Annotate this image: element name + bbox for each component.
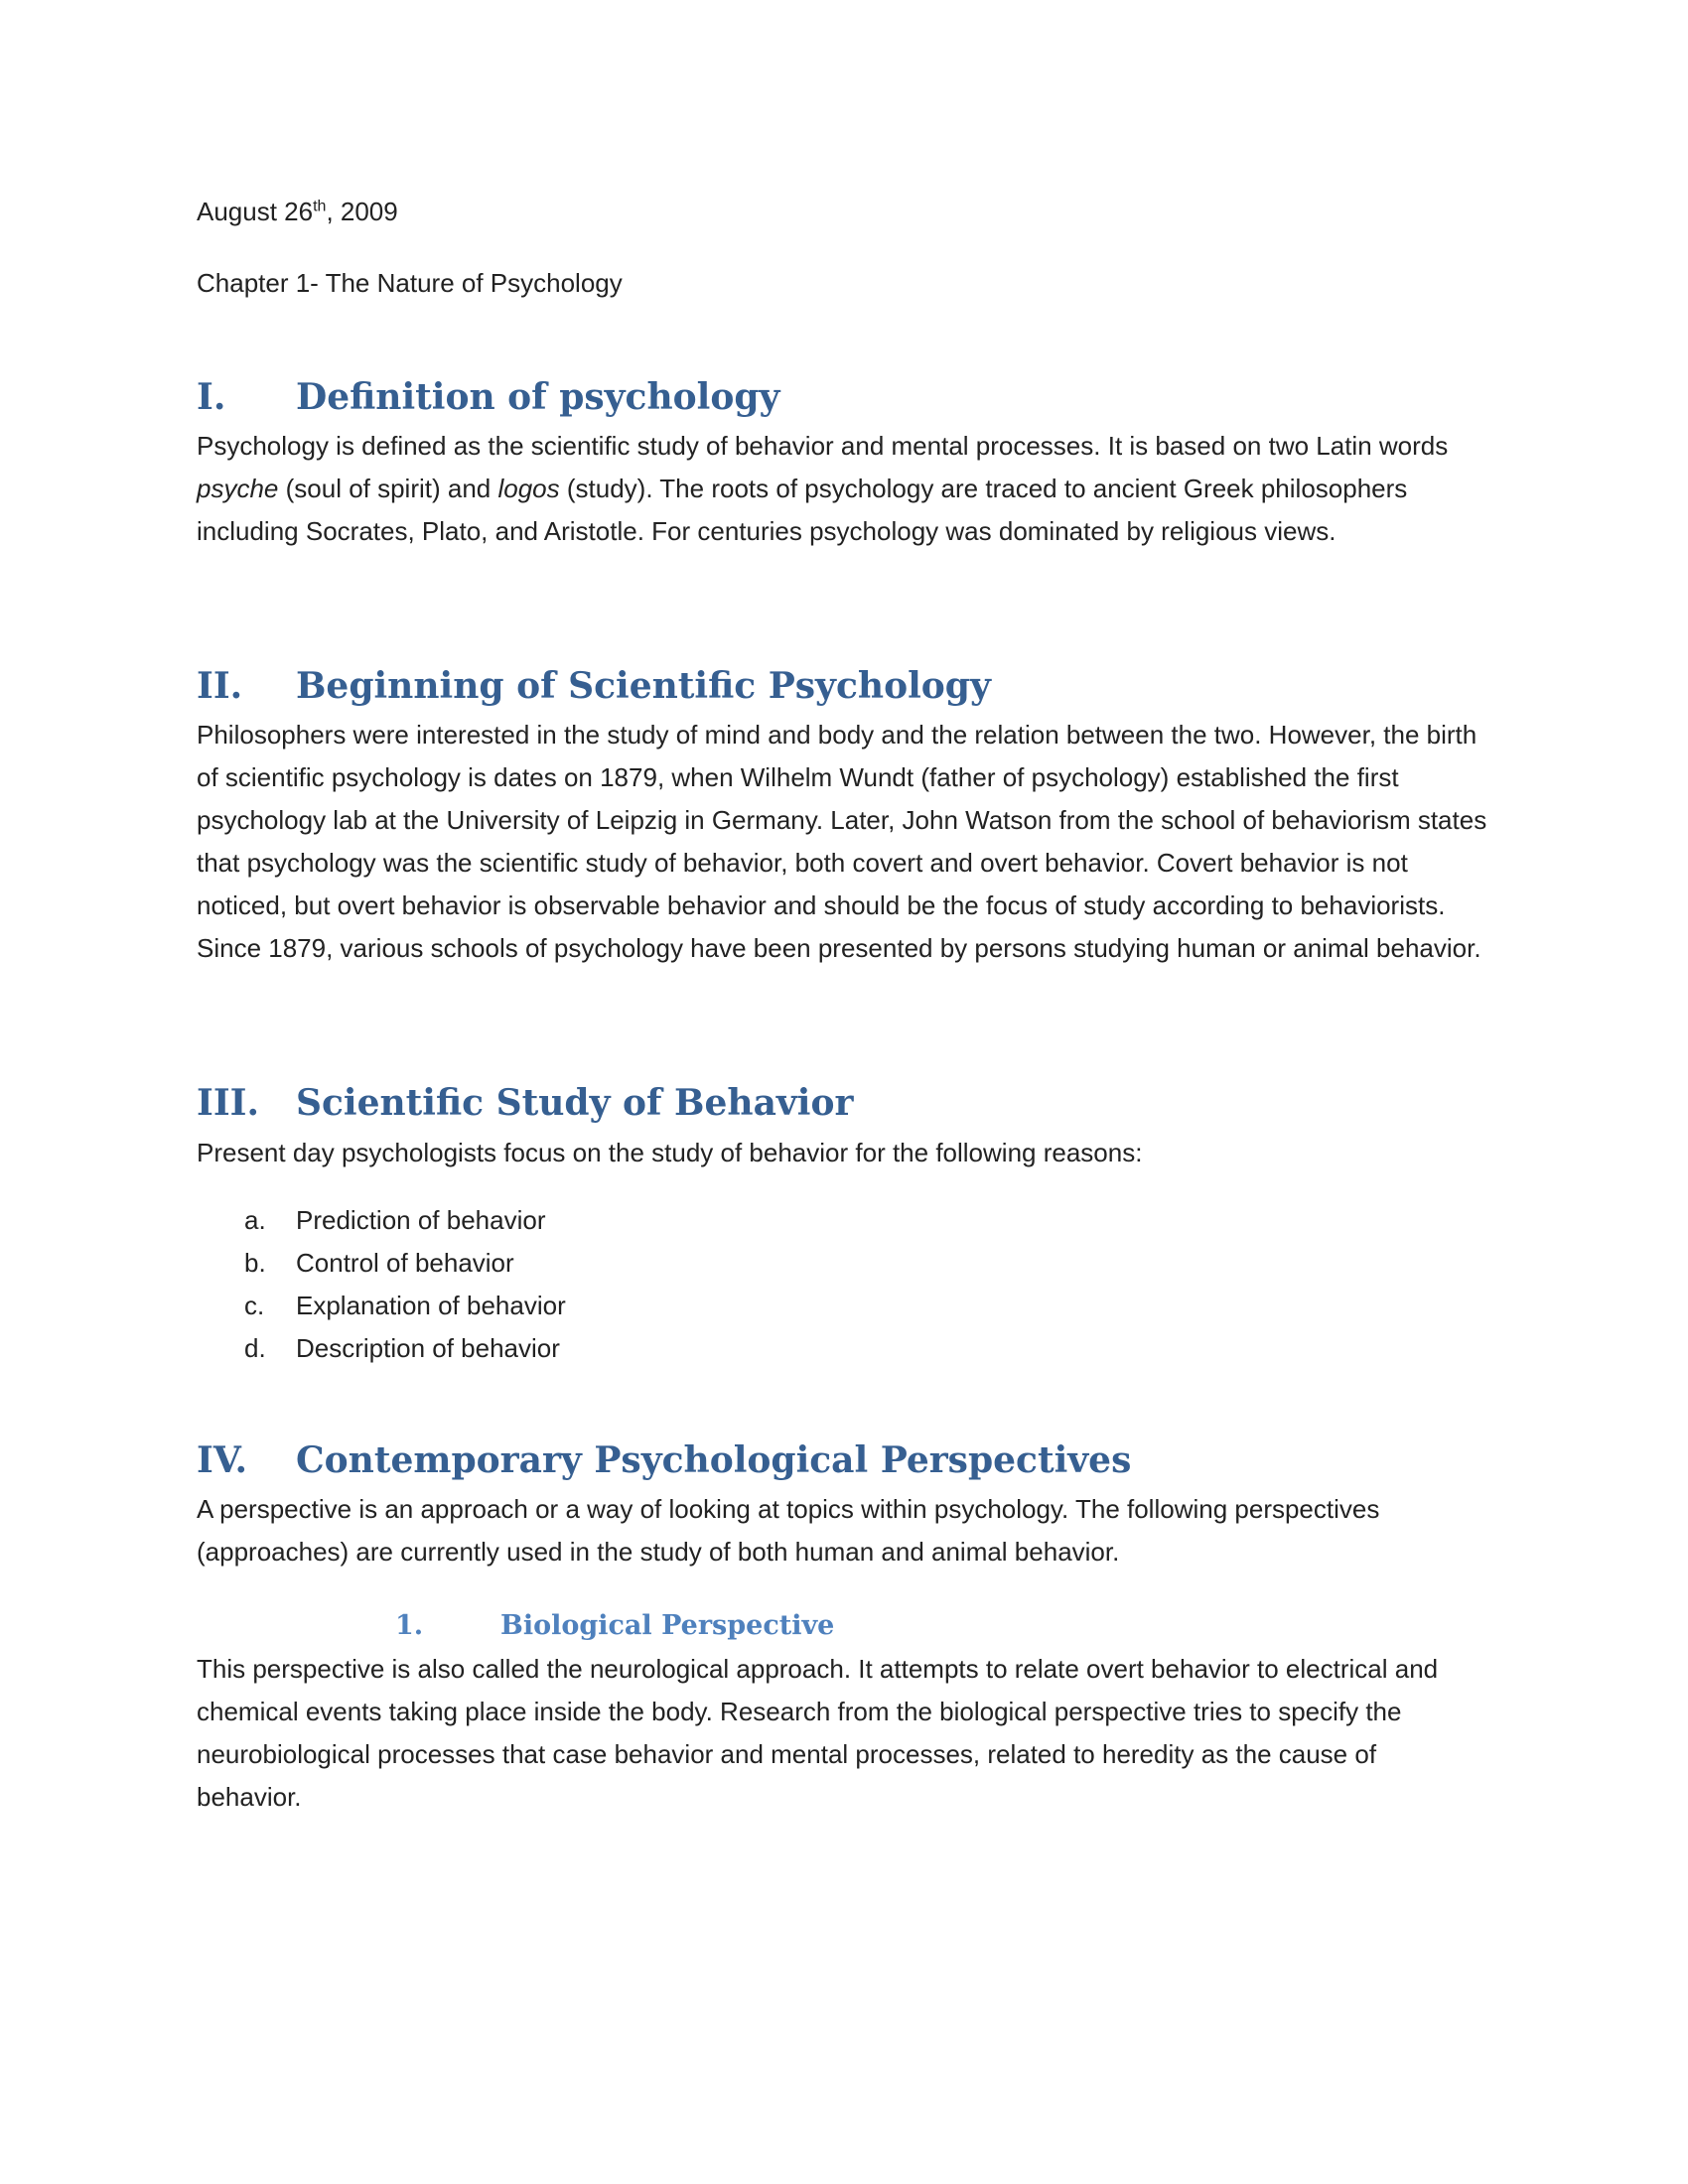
section-number: IV. <box>197 1439 248 1481</box>
term-psyche: psyche <box>197 474 279 503</box>
reasons-list <box>244 1199 566 1370</box>
chapter-title: Chapter 1- The Nature of Psychology <box>197 268 623 298</box>
list-item: b. Control of behavior <box>244 1248 514 1278</box>
subsection-paragraph-biological: This perspective is also called the neurological approach. It attempts to relate overt behavior to electrical and chemical events taking place inside the body. Research from the biological perspective tries to specify the neurobiological processes that case behavior and mental processes, related to heredity as the cause of behavior. <box>197 1654 1439 1812</box>
term-logos: logos <box>497 474 560 503</box>
section-title: Definition of psychology <box>296 376 780 418</box>
date-ordinal-suffix: th <box>313 198 327 215</box>
document-date <box>197 195 398 228</box>
section-heading-perspectives <box>197 1437 1131 1483</box>
section-title: Scientific Study of Behavior <box>296 1082 854 1124</box>
list-item: d. Description of behavior <box>244 1333 560 1363</box>
date-text: August 26 <box>197 197 314 226</box>
list-item: a. Prediction of behavior <box>244 1205 546 1235</box>
subsection-heading-biological <box>395 1608 834 1644</box>
subsection-number: 1. <box>395 1610 424 1641</box>
section-paragraph-beginning: Philosophers were interested in the study of mind and body and the relation between the two. However, the birth of scientific psychology is dates on 1879, when Wilhelm Wundt (father of psychology) established the first psychology lab at the University of Leipzig in Germany. Later, John Watson from the school of behaviorism states that psychology was the scientific study of behavior, both covert and overt behavior. Covert behavior is not noticed, but overt behavior is observable behavior and should be the focus of study according to behaviorists. Since 1879, various schools of psychology have been presented by persons studying human or animal behavior. <box>197 720 1487 963</box>
section-paragraph-scientific-study: Present day psychologists focus on the study of behavior for the following reasons: <box>197 1138 1143 1167</box>
date-year: , 2009 <box>326 197 398 226</box>
document-page <box>197 0 1491 2184</box>
section-heading-beginning <box>197 663 991 709</box>
list-item: c. Explanation of behavior <box>244 1291 566 1320</box>
section-heading-scientific-study <box>197 1080 853 1126</box>
section-number: I. <box>197 376 226 418</box>
section-title: Beginning of Scientific Psychology <box>296 665 991 707</box>
subsection-title: Biological Perspective <box>500 1610 835 1641</box>
section-heading-definition <box>197 374 779 420</box>
section-number: III. <box>197 1082 260 1124</box>
section-paragraph-perspectives: A perspective is an approach or a way of looking at topics within psychology. The following perspectives (approaches) are currently used in the study of both human and animal behavior. <box>197 1494 1380 1567</box>
section-number: II. <box>197 665 243 707</box>
section-title: Contemporary Psychological Perspectives <box>296 1439 1132 1481</box>
section-paragraph-definition: Psychology is defined as the scientific study of behavior and mental processes. It is based on two Latin words psyche (soul of spirit) and logos (study). The roots of psychology are traced to ancient Greek philosophers including Socrates, Plato, and Aristotle. For centuries psychology was dominated by religious views. <box>197 431 1449 546</box>
